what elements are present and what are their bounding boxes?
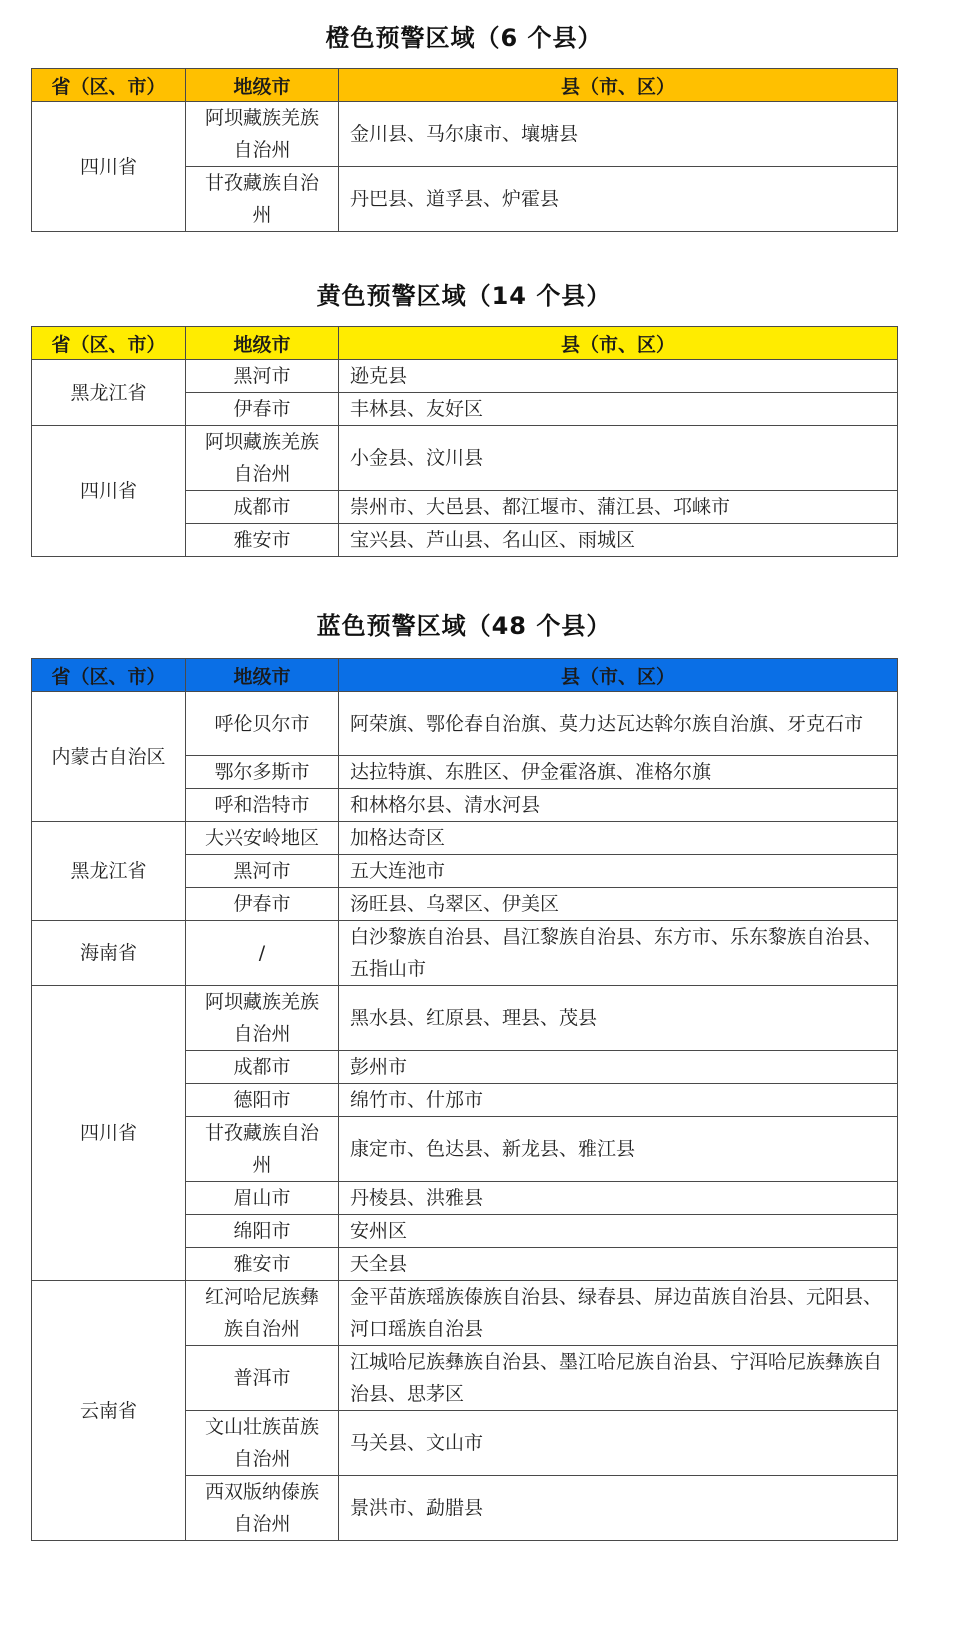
county-cell: 金川县、马尔康市、壤塘县: [339, 102, 898, 167]
city-cell: 德阳市: [186, 1084, 339, 1117]
county-cell: 江城哈尼族彝族自治县、墨江哈尼族自治县、宁洱哈尼族彝族自治县、思茅区: [339, 1346, 898, 1411]
city-cell: 黑河市: [186, 360, 339, 393]
yellow-warning-title: 黄色预警区域（14 个县）: [316, 282, 612, 310]
county-cell: 黑水县、红原县、理县、茂县: [339, 986, 898, 1051]
city-cell: 呼和浩特市: [186, 789, 339, 822]
county-cell: 安州区: [339, 1215, 898, 1248]
county-cell: 白沙黎族自治县、昌江黎族自治县、东方市、乐东黎族自治县、五指山市: [339, 921, 898, 986]
province-cell: 内蒙古自治区: [32, 692, 186, 822]
province-cell: 四川省: [32, 102, 186, 232]
province-cell: 四川省: [32, 986, 186, 1281]
city-cell: /: [186, 921, 339, 986]
table-row: [32, 986, 898, 1051]
county-cell: 丹棱县、洪雅县: [339, 1182, 898, 1215]
header-city: 地级市: [186, 69, 339, 102]
table-row: [32, 692, 898, 756]
table-row: [32, 102, 898, 167]
city-cell: 西双版纳傣族自治州: [186, 1476, 339, 1541]
county-cell: 天全县: [339, 1248, 898, 1281]
orange-warning-section: [31, 22, 897, 232]
city-cell: 阿坝藏族羌族自治州: [186, 102, 339, 167]
county-cell: 加格达奇区: [339, 822, 898, 855]
city-cell: 成都市: [186, 491, 339, 524]
city-cell: 鄂尔多斯市: [186, 756, 339, 789]
city-cell: 阿坝藏族羌族自治州: [186, 426, 339, 491]
county-cell: 小金县、汶川县: [339, 426, 898, 491]
county-cell: 丹巴县、道孚县、炉霍县: [339, 167, 898, 232]
city-cell: 雅安市: [186, 524, 339, 557]
table-header-row: [32, 659, 898, 692]
county-cell: 丰林县、友好区: [339, 393, 898, 426]
city-cell: 黑河市: [186, 855, 339, 888]
blue-warning-section: [31, 610, 897, 1541]
county-cell: 和林格尔县、清水河县: [339, 789, 898, 822]
city-cell: 甘孜藏族自治州: [186, 1117, 339, 1182]
orange-warning-title: 橙色预警区域（6 个县）: [325, 24, 603, 52]
county-cell: 达拉特旗、东胜区、伊金霍洛旗、准格尔旗: [339, 756, 898, 789]
header-city: 地级市: [186, 659, 339, 692]
header-province: 省（区、市）: [32, 327, 186, 360]
county-cell: 金平苗族瑶族傣族自治县、绿春县、屏边苗族自治县、元阳县、河口瑶族自治县: [339, 1281, 898, 1346]
table-row: [32, 426, 898, 491]
header-county: 县（市、区）: [339, 659, 898, 692]
city-cell: 雅安市: [186, 1248, 339, 1281]
table-row: [32, 360, 898, 393]
province-cell: 黑龙江省: [32, 360, 186, 426]
city-cell: 成都市: [186, 1051, 339, 1084]
header-county: 县（市、区）: [339, 69, 898, 102]
county-cell: 绵竹市、什邡市: [339, 1084, 898, 1117]
yellow-warning-section: [31, 280, 897, 557]
county-cell: 马关县、文山市: [339, 1411, 898, 1476]
city-cell: 绵阳市: [186, 1215, 339, 1248]
city-cell: 伊春市: [186, 888, 339, 921]
header-province: 省（区、市）: [32, 69, 186, 102]
header-city: 地级市: [186, 327, 339, 360]
city-cell: 呼伦贝尔市: [186, 692, 339, 756]
province-cell: 海南省: [32, 921, 186, 986]
table-row: [32, 921, 898, 986]
county-cell: 景洪市、勐腊县: [339, 1476, 898, 1541]
county-cell: 宝兴县、芦山县、名山区、雨城区: [339, 524, 898, 557]
city-cell: 阿坝藏族羌族自治州: [186, 986, 339, 1051]
city-cell: 文山壮族苗族自治州: [186, 1411, 339, 1476]
city-cell: 红河哈尼族彝族自治州: [186, 1281, 339, 1346]
county-cell: 汤旺县、乌翠区、伊美区: [339, 888, 898, 921]
county-cell: 逊克县: [339, 360, 898, 393]
blue-warning-title: 蓝色预警区域（48 个县）: [316, 612, 612, 640]
province-cell: 云南省: [32, 1281, 186, 1541]
orange-warning-table: [31, 68, 898, 232]
province-cell: 四川省: [32, 426, 186, 557]
city-cell: 伊春市: [186, 393, 339, 426]
city-cell: 眉山市: [186, 1182, 339, 1215]
county-cell: 阿荣旗、鄂伦春自治旗、莫力达瓦达斡尔族自治旗、牙克石市: [339, 692, 898, 756]
county-cell: 彭州市: [339, 1051, 898, 1084]
county-cell: 五大连池市: [339, 855, 898, 888]
table-row: [32, 822, 898, 855]
city-cell: 大兴安岭地区: [186, 822, 339, 855]
header-province: 省（区、市）: [32, 659, 186, 692]
table-header-row: [32, 69, 898, 102]
table-row: [32, 1281, 898, 1346]
table-header-row: [32, 327, 898, 360]
header-county: 县（市、区）: [339, 327, 898, 360]
county-cell: 康定市、色达县、新龙县、雅江县: [339, 1117, 898, 1182]
province-cell: 黑龙江省: [32, 822, 186, 921]
yellow-warning-table: [31, 326, 898, 557]
city-cell: 普洱市: [186, 1346, 339, 1411]
county-cell: 崇州市、大邑县、都江堰市、蒲江县、邛崃市: [339, 491, 898, 524]
blue-warning-table: [31, 658, 898, 1541]
city-cell: 甘孜藏族自治州: [186, 167, 339, 232]
